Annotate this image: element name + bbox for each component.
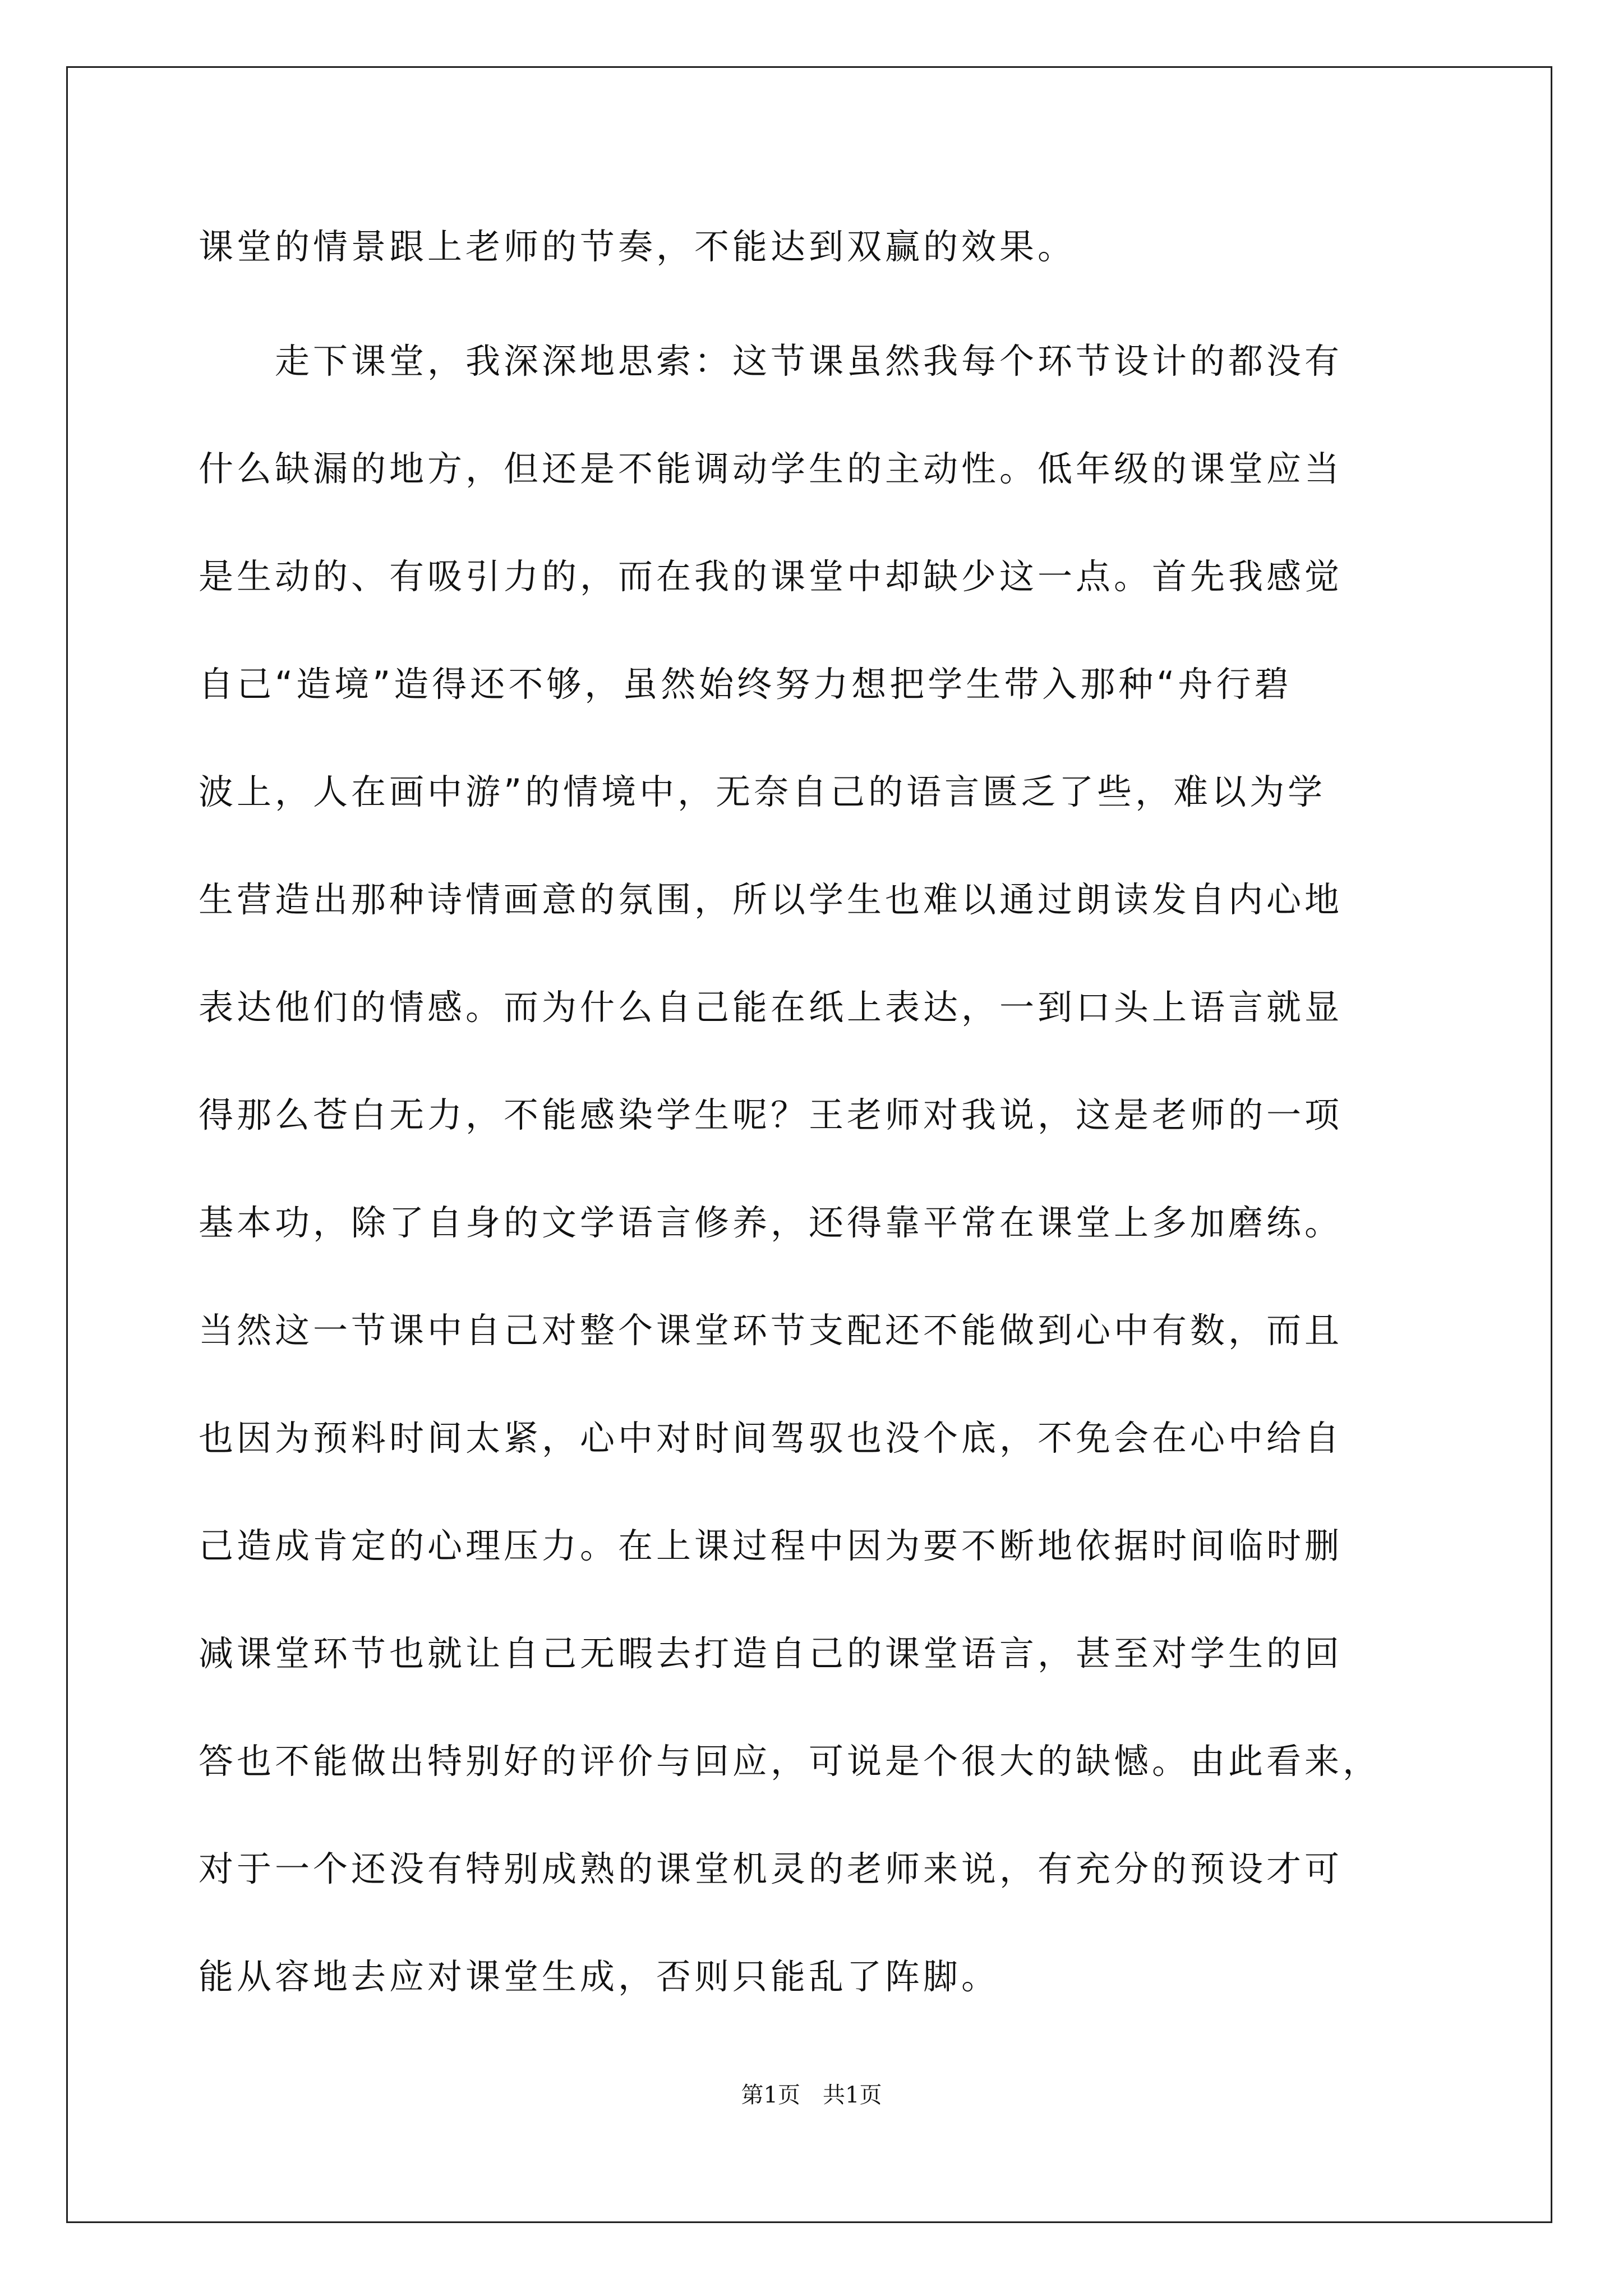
text-line-1: 课堂的情景跟上老师的节奏，不能达到双赢的效果。 — [199, 226, 1076, 267]
text-line-6: 波上，人在画中游”的情境中，无奈自己的语言匮乏了些，难以为学 — [199, 771, 1326, 812]
text-line-11: 当然这一节课中自己对整个课堂环节支配还不能做到心中有数，而且 — [199, 1310, 1343, 1351]
text-line-9: 得那么苍白无力，不能感染学生呢？王老师对我说，这是老师的一项 — [199, 1094, 1343, 1135]
text-line-12: 也因为预料时间太紧，心中对时间驾驭也没个底，不免会在心中给自 — [199, 1418, 1343, 1458]
page-number-total: 共1页 — [823, 2082, 882, 2108]
text-line-16: 对于一个还没有特别成熟的课堂机灵的老师来说，有充分的预设才可 — [199, 1848, 1343, 1889]
text-line-3: 什么缺漏的地方，但还是不能调动学生的主动性。低年级的课堂应当 — [199, 448, 1343, 489]
text-line-7: 生营造出那种诗情画意的氛围，所以学生也难以通过朗读发自内心地 — [199, 879, 1343, 920]
text-line-17: 能从容地去应对课堂生成，否则只能乱了阵脚。 — [199, 1956, 1000, 1997]
page-number-current: 第1页 — [741, 2082, 800, 2108]
text-line-5: 自己“造境”造得还不够，虽然始终努力想把学生带入那种“舟行碧 — [199, 664, 1293, 705]
text-line-10: 基本功，除了自身的文学语言修养，还得靠平常在课堂上多加磨练。 — [199, 1202, 1343, 1243]
text-line-4: 是生动的、有吸引力的，而在我的课堂中却缺少这一点。首先我感觉 — [199, 556, 1343, 597]
page-footer — [0, 2081, 1623, 2109]
text-line-8: 表达他们的情感。而为什么自己能在纸上表达，一到口头上语言就显 — [199, 987, 1343, 1028]
text-line-15: 答也不能做出特别好的评价与回应，可说是个很大的缺憾。由此看来， — [199, 1741, 1381, 1782]
page-border — [66, 66, 1552, 2223]
text-line-13: 己造成肯定的心理压力。在上课过程中因为要不断地依据时间临时删 — [199, 1525, 1343, 1566]
text-line-2: 走下课堂，我深深地思索：这节课虽然我每个环节设计的都没有 — [199, 341, 1343, 381]
text-line-14: 减课堂环节也就让自己无暇去打造自己的课堂语言，甚至对学生的回 — [199, 1633, 1343, 1674]
